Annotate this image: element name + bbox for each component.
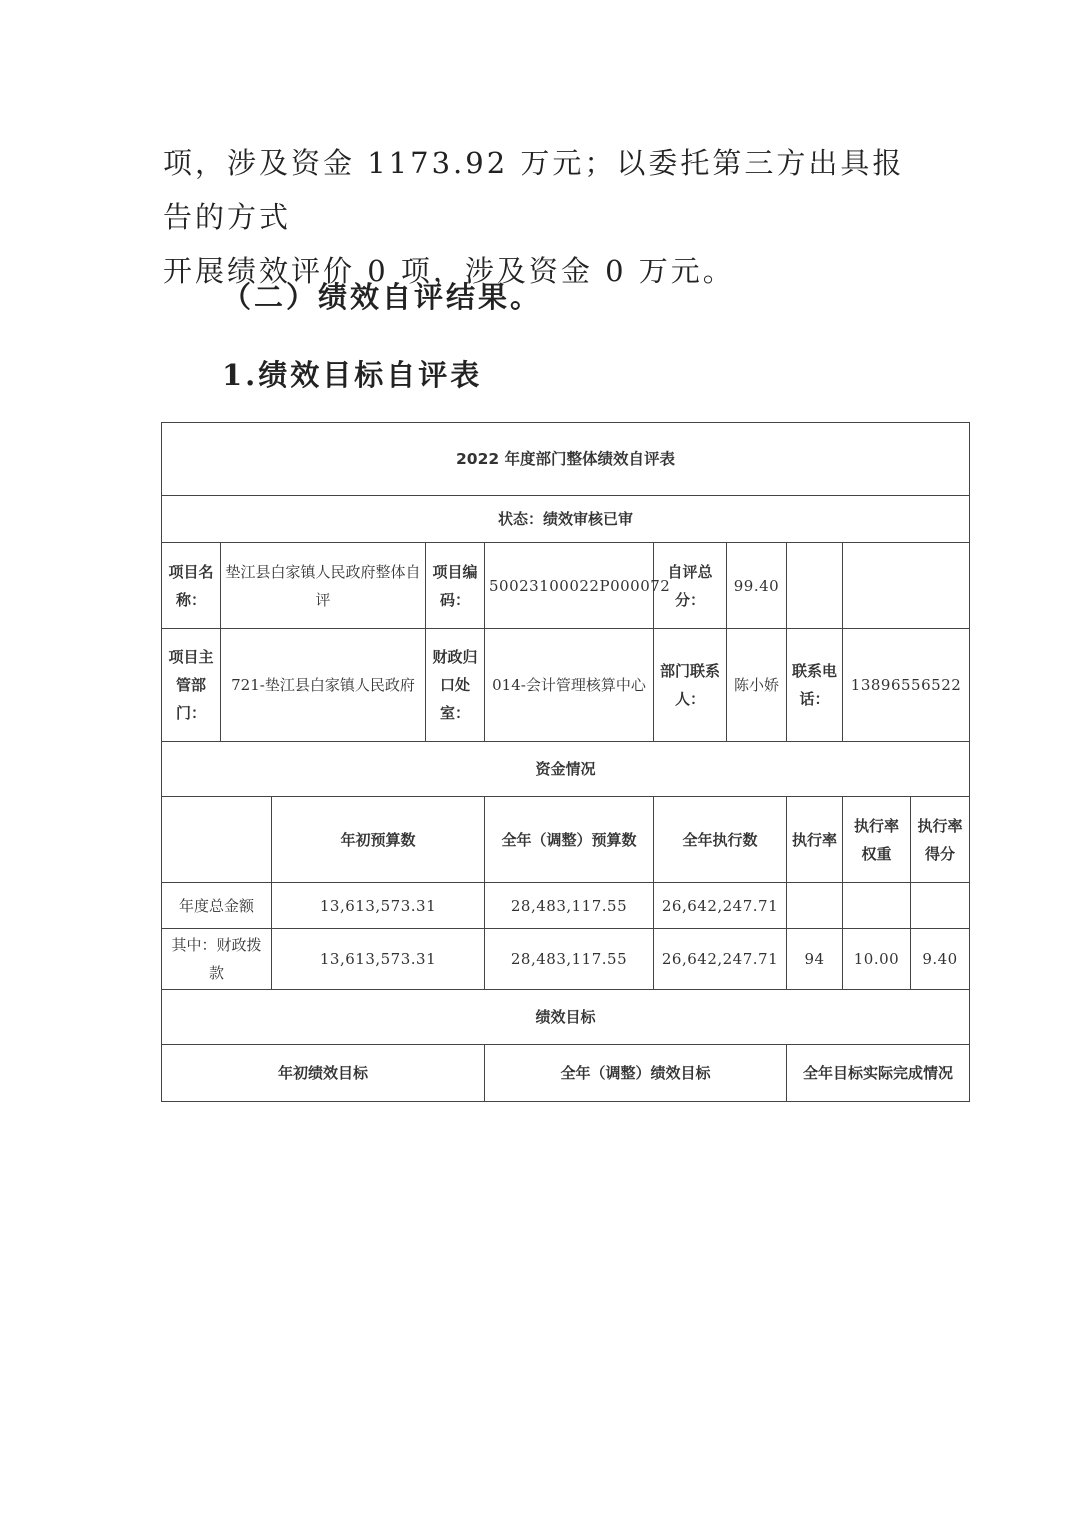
status-badge: 状态：绩效审核已审	[162, 496, 970, 543]
header-weight: 执行率权重	[843, 797, 911, 883]
header-initial-goal: 年初绩效目标	[162, 1045, 485, 1102]
office-label: 财政归口处室：	[426, 629, 485, 742]
cell-initial: 13,613,573.31	[272, 883, 485, 929]
empty-header-cell	[162, 797, 272, 883]
score-value: 99.40	[727, 543, 787, 629]
contact-label: 部门联系人：	[654, 629, 727, 742]
intro-line-2: 开展绩效评价 0 项，涉及资金 0 万元。	[163, 254, 735, 288]
header-initial-budget: 年初预算数	[272, 797, 485, 883]
intro-paragraph	[163, 136, 923, 298]
empty-cell	[787, 543, 843, 629]
phone-value: 13896556522	[843, 629, 970, 742]
cell-rate	[787, 883, 843, 929]
project-name-label: 项目名称：	[162, 543, 221, 629]
empty-cell	[843, 543, 970, 629]
self-evaluation-table	[161, 422, 970, 1102]
section-heading: （二）绩效自评结果。	[222, 280, 543, 314]
cell-executed: 26,642,247.71	[654, 929, 787, 990]
score-label: 自评总分：	[654, 543, 727, 629]
table-title: 2022 年度部门整体绩效自评表	[162, 423, 970, 496]
contact-value: 陈小娇	[727, 629, 787, 742]
cell-rate: 94	[787, 929, 843, 990]
table-row	[162, 883, 970, 929]
cell-adjusted: 28,483,117.55	[485, 929, 654, 990]
project-code-label: 项目编码：	[426, 543, 485, 629]
goals-heading: 绩效目标	[162, 990, 970, 1045]
header-rate-score: 执行率得分	[911, 797, 970, 883]
header-rate: 执行率	[787, 797, 843, 883]
cell-rate-score	[911, 883, 970, 929]
cell-initial: 13,613,573.31	[272, 929, 485, 990]
subheading: 1.绩效目标自评表	[222, 358, 483, 392]
header-actual-completion: 全年目标实际完成情况	[787, 1045, 970, 1102]
dept-value: 721-垫江县白家镇人民政府	[221, 629, 426, 742]
funds-heading: 资金情况	[162, 742, 970, 797]
project-code-value: 50023100022P000072	[485, 543, 654, 629]
office-value: 014-会计管理核算中心	[485, 629, 654, 742]
header-executed: 全年执行数	[654, 797, 787, 883]
cell-rate-score: 9.40	[911, 929, 970, 990]
cell-adjusted: 28,483,117.55	[485, 883, 654, 929]
row-label: 其中：财政拨款	[162, 929, 272, 990]
header-adjusted-budget: 全年（调整）预算数	[485, 797, 654, 883]
phone-label: 联系电话：	[787, 629, 843, 742]
cell-executed: 26,642,247.71	[654, 883, 787, 929]
dept-label: 项目主管部门：	[162, 629, 221, 742]
cell-weight: 10.00	[843, 929, 911, 990]
row-label: 年度总金额	[162, 883, 272, 929]
intro-line-1: 项，涉及资金 1173.92 万元；以委托第三方出具报告的方式	[163, 146, 905, 234]
table-row	[162, 929, 970, 990]
cell-weight	[843, 883, 911, 929]
project-name-value: 垫江县白家镇人民政府整体自评	[221, 543, 426, 629]
header-adjusted-goal: 全年（调整）绩效目标	[485, 1045, 787, 1102]
